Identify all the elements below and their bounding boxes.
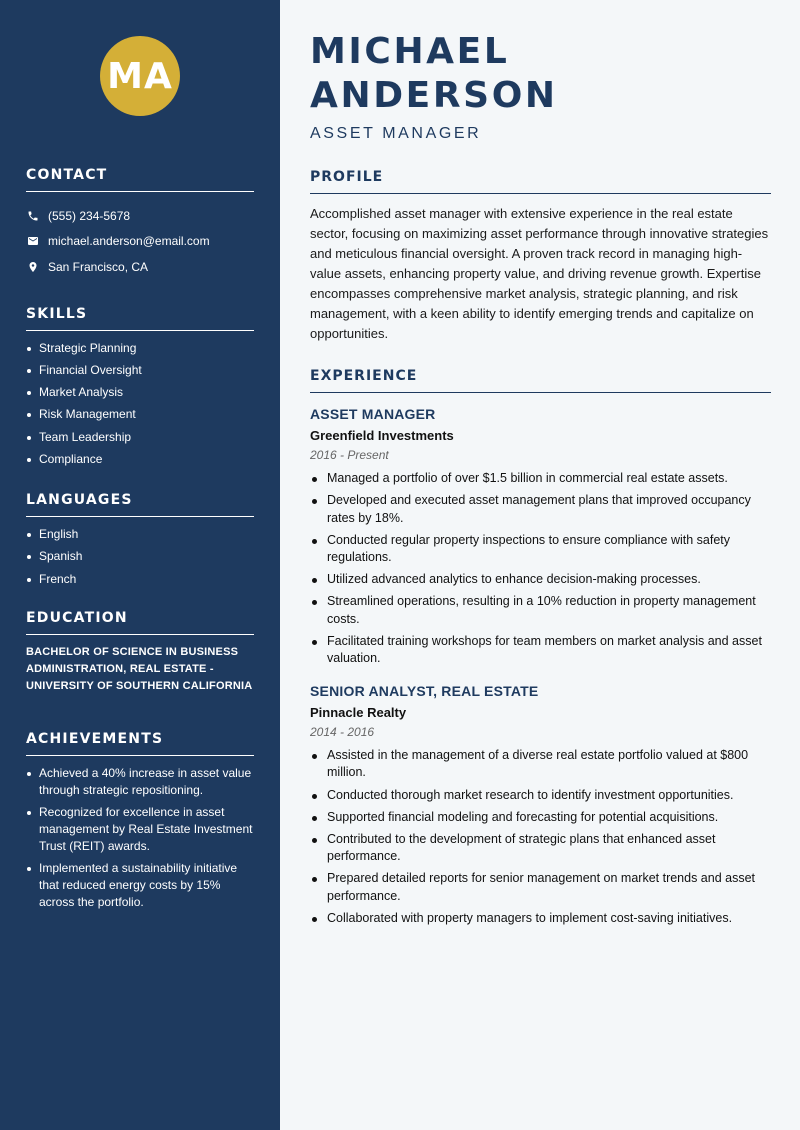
job-bullet: Conducted thorough market research to identify investment opportunities.	[310, 787, 771, 805]
job-title: ASSET MANAGER	[310, 406, 436, 422]
job-bullet: Developed and executed asset management plans that improved occupancy rates by 18%.	[310, 492, 771, 527]
experience-heading: EXPERIENCE	[310, 368, 771, 393]
job-bullet: Conducted regular property inspections to ensure compliance with safety regulations.	[310, 532, 771, 567]
phone-text[interactable]: (555) 234-5678	[48, 208, 131, 223]
language-item: French	[26, 571, 254, 588]
job-bullet: Contributed to the development of strategic plans that enhanced asset performance.	[310, 831, 771, 866]
skill-item: Market Analysis	[26, 384, 254, 401]
candidate-name: MICHAEL ANDERSON	[310, 31, 558, 116]
location-text: San Francisco, CA	[48, 259, 149, 274]
education-heading: EDUCATION	[26, 610, 254, 635]
contact-location	[26, 254, 254, 280]
languages-heading: LANGUAGES	[26, 492, 254, 517]
profile-summary: Accomplished asset manager with extensive experience in the real estate sector, focusing on maximizing asset performance through innovative strategies and meticulous financial oversight. A proven track record in managing high-value assets, enhancing property value, and driving revenue growth. Expertise encompasses comprehensive market analysis, strategic planning, and risk management, with a keen ability to identify emerging trends and capitalize on opportunities.	[310, 206, 769, 341]
achievements-list	[26, 765, 254, 911]
job-dates: 2016 - Present	[310, 448, 389, 462]
job-bullet: Supported financial modeling and forecasting for potential acquisitions.	[310, 809, 771, 827]
avatar	[100, 36, 180, 116]
contact-list	[26, 203, 254, 280]
skill-item: Strategic Planning	[26, 340, 254, 357]
contact-phone	[26, 203, 254, 229]
skills-heading: SKILLS	[26, 306, 254, 331]
job-bullets	[310, 470, 771, 668]
job-company: Greenfield Investments	[310, 428, 454, 443]
job-bullet: Assisted in the management of a diverse real estate portfolio valued at $800 million.	[310, 747, 771, 782]
education-degree: BACHELOR OF SCIENCE IN BUSINESS ADMINISTRATION, REAL ESTATE - UNIVERSITY OF SOUTHERN CALIFORNIA	[26, 645, 253, 692]
language-item: English	[26, 526, 254, 543]
job-bullet: Collaborated with property managers to implement cost-saving initiatives.	[310, 910, 771, 928]
job-bullet: Facilitated training workshops for team members on market analysis and asset valuation.	[310, 633, 771, 668]
languages-list	[26, 526, 254, 588]
job-bullets	[310, 747, 771, 927]
achievement-item: Achieved a 40% increase in asset value through strategic repositioning.	[26, 765, 254, 799]
skill-item: Team Leadership	[26, 429, 254, 446]
skill-item: Financial Oversight	[26, 362, 254, 379]
job-dates: 2014 - 2016	[310, 724, 375, 739]
job-title: SENIOR ANALYST, REAL ESTATE	[310, 682, 539, 699]
location-pin-icon	[26, 260, 40, 274]
achievement-item: Implemented a sustainability initiative that reduced energy costs by 15% across the portfolio.	[26, 860, 254, 911]
profile-heading: PROFILE	[310, 169, 771, 194]
job-entry	[310, 406, 771, 668]
job-bullet: Prepared detailed reports for senior management on market trends and asset performance.	[310, 870, 771, 905]
skills-list	[26, 340, 254, 468]
skill-item: Compliance	[26, 451, 254, 468]
job-company: Pinnacle Realty	[310, 704, 407, 720]
achievement-item: Recognized for excellence in asset management by Real Estate Investment Trust (REIT) awards.	[26, 804, 254, 855]
phone-icon	[26, 209, 40, 223]
skill-item: Risk Management	[26, 406, 254, 423]
achievements-heading: ACHIEVEMENTS	[26, 731, 254, 756]
job-bullet: Utilized advanced analytics to enhance decision-making processes.	[310, 571, 771, 589]
contact-heading: CONTACT	[26, 167, 254, 192]
candidate-title: ASSET MANAGER	[310, 125, 482, 142]
contact-email	[26, 229, 254, 255]
job-entry	[310, 683, 771, 927]
language-item: Spanish	[26, 548, 254, 565]
avatar-initials: MA	[107, 55, 173, 97]
job-bullet: Streamlined operations, resulting in a 10% reduction in property management costs.	[310, 593, 771, 628]
email-text[interactable]: michael.anderson@email.com	[48, 234, 210, 249]
job-bullet: Managed a portfolio of over $1.5 billion in commercial real estate assets.	[310, 470, 771, 488]
mail-icon	[26, 234, 40, 248]
sidebar	[0, 0, 280, 1130]
main-content	[280, 0, 800, 1130]
